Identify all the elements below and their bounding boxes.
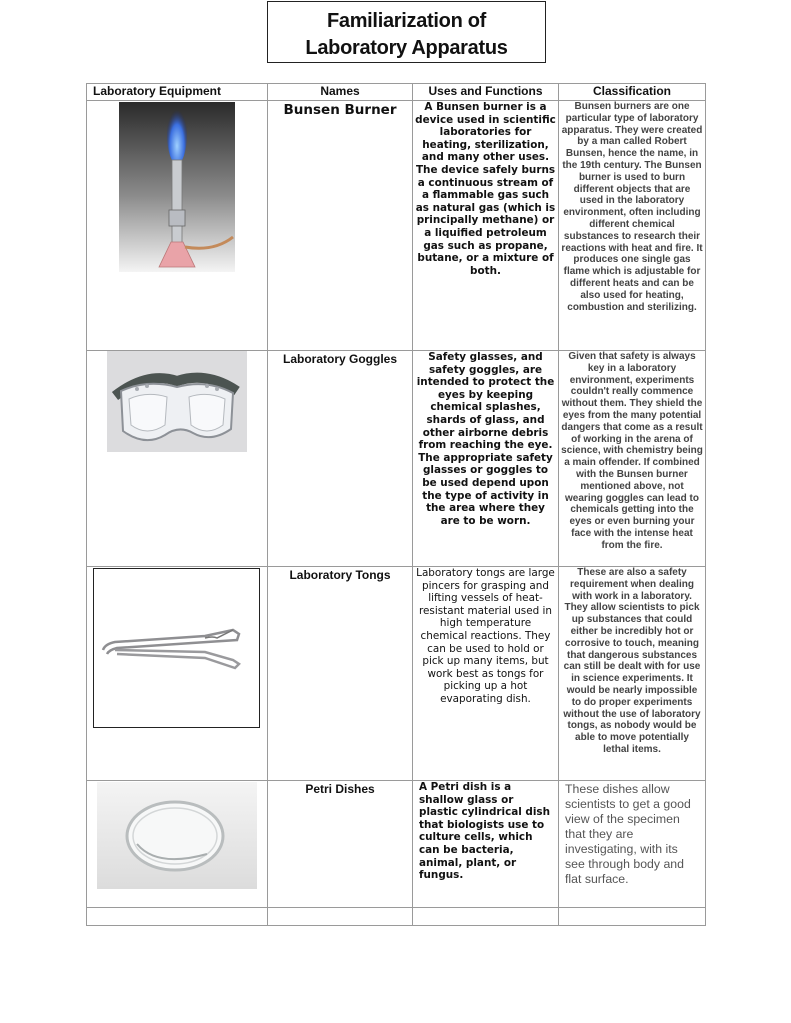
equipment-image-cell — [87, 781, 268, 908]
table-row — [87, 351, 706, 567]
equipment-image-cell — [87, 567, 268, 781]
classification-cell — [559, 351, 706, 567]
equipment-image-cell — [87, 101, 268, 351]
name-cell — [268, 101, 413, 351]
uses-cell — [413, 781, 559, 908]
header-equipment: Laboratory Equipment — [87, 84, 268, 101]
uses-cell — [413, 567, 559, 781]
table-row — [87, 567, 706, 781]
table-row — [87, 781, 706, 908]
classification-text: These are also a safety requirement when dealing with work in a laboratory. They allow scientists to pick up substances that could either be incredibly hot or corrosive to touch, meaning that dangerous substances can still be dealt with for use in science experiments. It would be nearly impossible to do proper experiments without the use of laboratory tongs, as nobody would be able to move potentially lethal items. — [563, 567, 701, 755]
header-classification: Classification — [559, 84, 706, 101]
equipment-image-cell — [87, 351, 268, 567]
uses-text: Safety glasses, and safety goggles, are intended to protect the eyes by keeping chemical splashes, shards of glass, and other airborne debris from reaching the eye. The appropriate safety glasses or goggles to be used depend upon the type of activity in the area where they are to be worn. — [416, 351, 555, 527]
uses-text: Laboratory tongs are large pincers for grasping and lifting vessels of heat-resistant material used in high temperature chemical reactions. They can be used to hold or pick up many items, but work best as tongs for picking up a hot evaporating dish. — [416, 567, 555, 705]
classification-cell — [559, 101, 706, 351]
name-cell — [268, 351, 413, 567]
tongs-image — [93, 568, 260, 728]
equipment-name: Petri Dishes — [305, 782, 375, 796]
bunsen-burner-image — [119, 102, 235, 272]
classification-text: These dishes allow scientists to get a good view of the specimen that they are investigating, with its see through body and flat surface. — [565, 782, 691, 886]
apparatus-table — [86, 83, 706, 926]
classification-cell — [559, 567, 706, 781]
goggles-image — [107, 351, 247, 452]
classification-cell — [559, 781, 706, 908]
title-line-2: Laboratory Apparatus — [305, 37, 508, 59]
classification-text: Bunsen burners are one particular type of laboratory apparatus. They were created by a man called Robert Bunsen, hence the name, in the 19th century. The Bunsen burner is used to burn different objects that are used in the laboratory environment, often including different chemical substances to research their reactions with heat and fire. It produces one single gas flame which is adjustable for different heats and can be also used for heating, combustion and sterilizing. — [561, 101, 703, 313]
empty-cell — [413, 908, 559, 926]
header-uses: Uses and Functions — [413, 84, 559, 101]
empty-cell — [559, 908, 706, 926]
uses-text: A Bunsen burner is a device used in scientific laboratories for heating, sterilization, and many other uses. The device safely burns a continuous stream of a flammable gas such as natural gas (which is principally methane) or a liquified petroleum gas such as propane, butane, or a mixture of both. — [415, 101, 556, 277]
title-line-1: Familiarization of — [326, 10, 487, 32]
uses-cell — [413, 101, 559, 351]
classification-text: Given that safety is always key in a laboratory environment, experiments couldn't really commence without them. They shield the eyes from the many potential dangers that come as a result of working in the arena of science, with chemistry being a main offender. If combined with the Bunsen burner mentioned above, not wearing goggles can lead to chemicals getting into the eyes or even burning your face with the intense heat from the fire. — [561, 351, 703, 551]
header-names: Names — [268, 84, 413, 101]
equipment-name: Laboratory Goggles — [282, 352, 398, 366]
table-row — [87, 101, 706, 351]
name-cell — [268, 781, 413, 908]
uses-cell — [413, 351, 559, 567]
empty-cell — [87, 908, 268, 926]
name-cell — [268, 567, 413, 781]
equipment-name: Bunsen Burner — [283, 102, 397, 118]
petri-dish-image — [97, 782, 257, 889]
empty-cell — [268, 908, 413, 926]
uses-text: A Petri dish is a shallow glass or plastic cylindrical dish that biologists use to culture cells, which can be bacteria, animal, plant, or fungus. — [419, 781, 551, 882]
table-row-empty — [87, 908, 706, 926]
document-title-box — [267, 1, 546, 63]
equipment-name: Laboratory Tongs — [289, 568, 391, 582]
table-header-row — [87, 84, 706, 101]
